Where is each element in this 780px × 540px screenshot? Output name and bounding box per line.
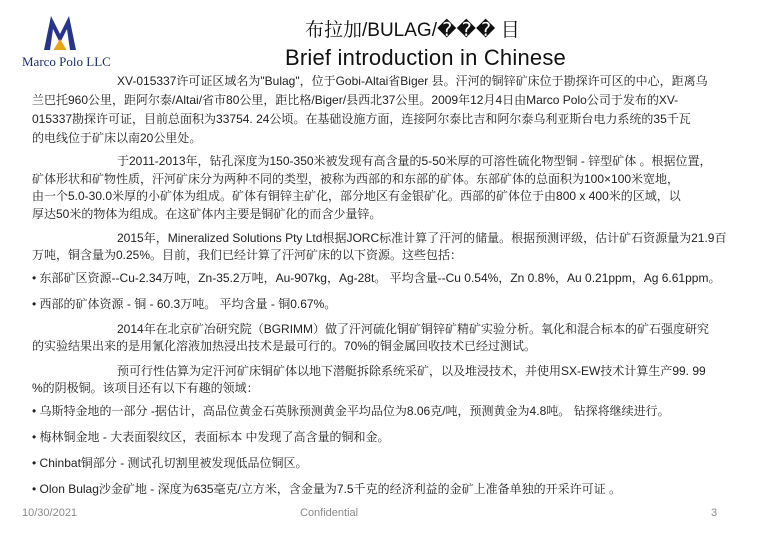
paragraph-line: 2014年在北京矿冶研究院（BGRIMM）做了汗河硫化铜矿铜锌矿精矿实验分析。氧化和混合标本的矿石强度研究 — [117, 322, 710, 336]
bullet-item: • 东部矿区资源--Cu-2.34万吨，Zn-35.2万吨，Au-907kg，Ag-28t。 平均含量--Cu 0.54%，Zn 0.8%，Au 0.21ppm，Ag 6.61ppm。 — [32, 271, 721, 285]
paragraph-line: 矿体形状和矿物性质，汗河矿床分为两种不同的类型，被称为西部的和东部的矿体。东部矿体的总面积为100×100米宽地， — [32, 171, 680, 186]
paragraph-orebody — [32, 153, 770, 223]
footer-date: 10/30/2021 — [22, 507, 78, 519]
paragraph-line: 2015年，Mineralized Solutions Pty Ltd根据JORC标准计算了汗河的储量。根据预测评级，估计矿石资源量为21.9百 — [117, 231, 727, 245]
paragraph-line: 兰巴托960公里，距阿尔泰/Altai/省市80公里，距比格/Biger/县西北37公里。2009年12月4日由Marco Polo公司于发布的XV- — [32, 93, 679, 107]
slide-body — [32, 0, 770, 500]
bullet-east-resources — [32, 270, 770, 287]
bullet-item: • Chinbat铜部分 - 测试孔切割里被发现低品位铜区。 — [32, 456, 308, 470]
bullet-prospect-olon-bulag — [32, 481, 770, 498]
bullet-prospect-chinbat — [32, 455, 770, 472]
footer-confidential-label: Confidential — [300, 507, 359, 519]
paragraph-line: 万吨，铜含量为0.25%。目前，我们已经计算了汗河矿床的以下资源。这些包括： — [32, 248, 463, 262]
paragraph-line: 预可行性估算为定汗河矿床铜矿体以地下潜艇拆除系统采矿，以及堆浸技术，并使用SX-EW技术计算生产99. 99 — [117, 364, 706, 378]
bullet-west-resources — [32, 296, 770, 313]
paragraph-line: 的实验结果出来的是用氰化溶液加热浸出技术是最可行的。70%的铜金属回收技术已经过测试。 — [32, 339, 537, 353]
paragraph-bgrimm-study — [32, 321, 770, 355]
footer-page-number: 3 — [711, 507, 718, 519]
paragraph-line: 厚达50米的物体为组成。在这矿体内主要是铜矿化的而含少量锌。 — [32, 206, 382, 221]
bullet-item: • Olon Bulag沙金矿地 - 深度为635毫克/立方米，含金量为7.5千克的经济利益的金矿上准备单独的开采许可证 。 — [32, 482, 621, 496]
bullet-prospect-ust — [32, 403, 770, 420]
bullet-item: • 乌斯特金地的一部分 -据估计，高品位黄金石英脉预测黄金平均品位为8.06克/吨，预测黄金为4.8吨。 钻探将继续进行。 — [32, 404, 670, 418]
paragraph-line: 015337勘探许可证，目前总面积为33754. 24公顷。在基础设施方面，连接阿尔泰比吉和阿尔泰乌利亚斯台电力系统的35千瓦 — [32, 112, 691, 126]
paragraph-resources — [32, 230, 770, 264]
company-name: Marco Polo LLC — [22, 54, 111, 69]
paragraph-line: 由一个5.0-30.0米厚的小矿体为组成。矿体有铜锌主矿化，部分地区有金银矿化。西部的矿体位于由800 x 400米的区域，以 — [32, 189, 681, 203]
bullet-item: • 梅林铜金地 - 大表面裂纹区，表面标本 中发现了高含量的铜和金。 — [32, 430, 390, 444]
paragraph-line: 的电线位于矿床以南20公里处。 — [32, 131, 202, 145]
slide-title: 布拉加/BULAG/��� 目 — [305, 20, 520, 41]
paragraph-line: %的阴极铜。该项目还有以下有趣的领域： — [32, 381, 259, 395]
bullet-item: • 西部的矿体资源 - 铜 - 60.3万吨。 平均含量 - 铜0.67%。 — [32, 297, 337, 311]
bullet-prospect-merlin — [32, 429, 770, 446]
slide-subtitle: Brief introduction in Chinese — [285, 45, 566, 70]
paragraph-line: 于2011-2013年，钻孔深度为150-350米被发现有高含量的5-50米厚的可溶性硫化物型铜 - 锌型矿体 。根据位置， — [117, 154, 712, 168]
paragraph-line: XV-015337许可证区域名为"Bulag"，位于Gobi-Altai省Biger 县。汗河的铜锌矿床位于勘探许可区的中心，距离乌 — [117, 74, 708, 88]
paragraph-prefeasibility — [32, 363, 770, 397]
paragraph-license — [32, 72, 770, 148]
